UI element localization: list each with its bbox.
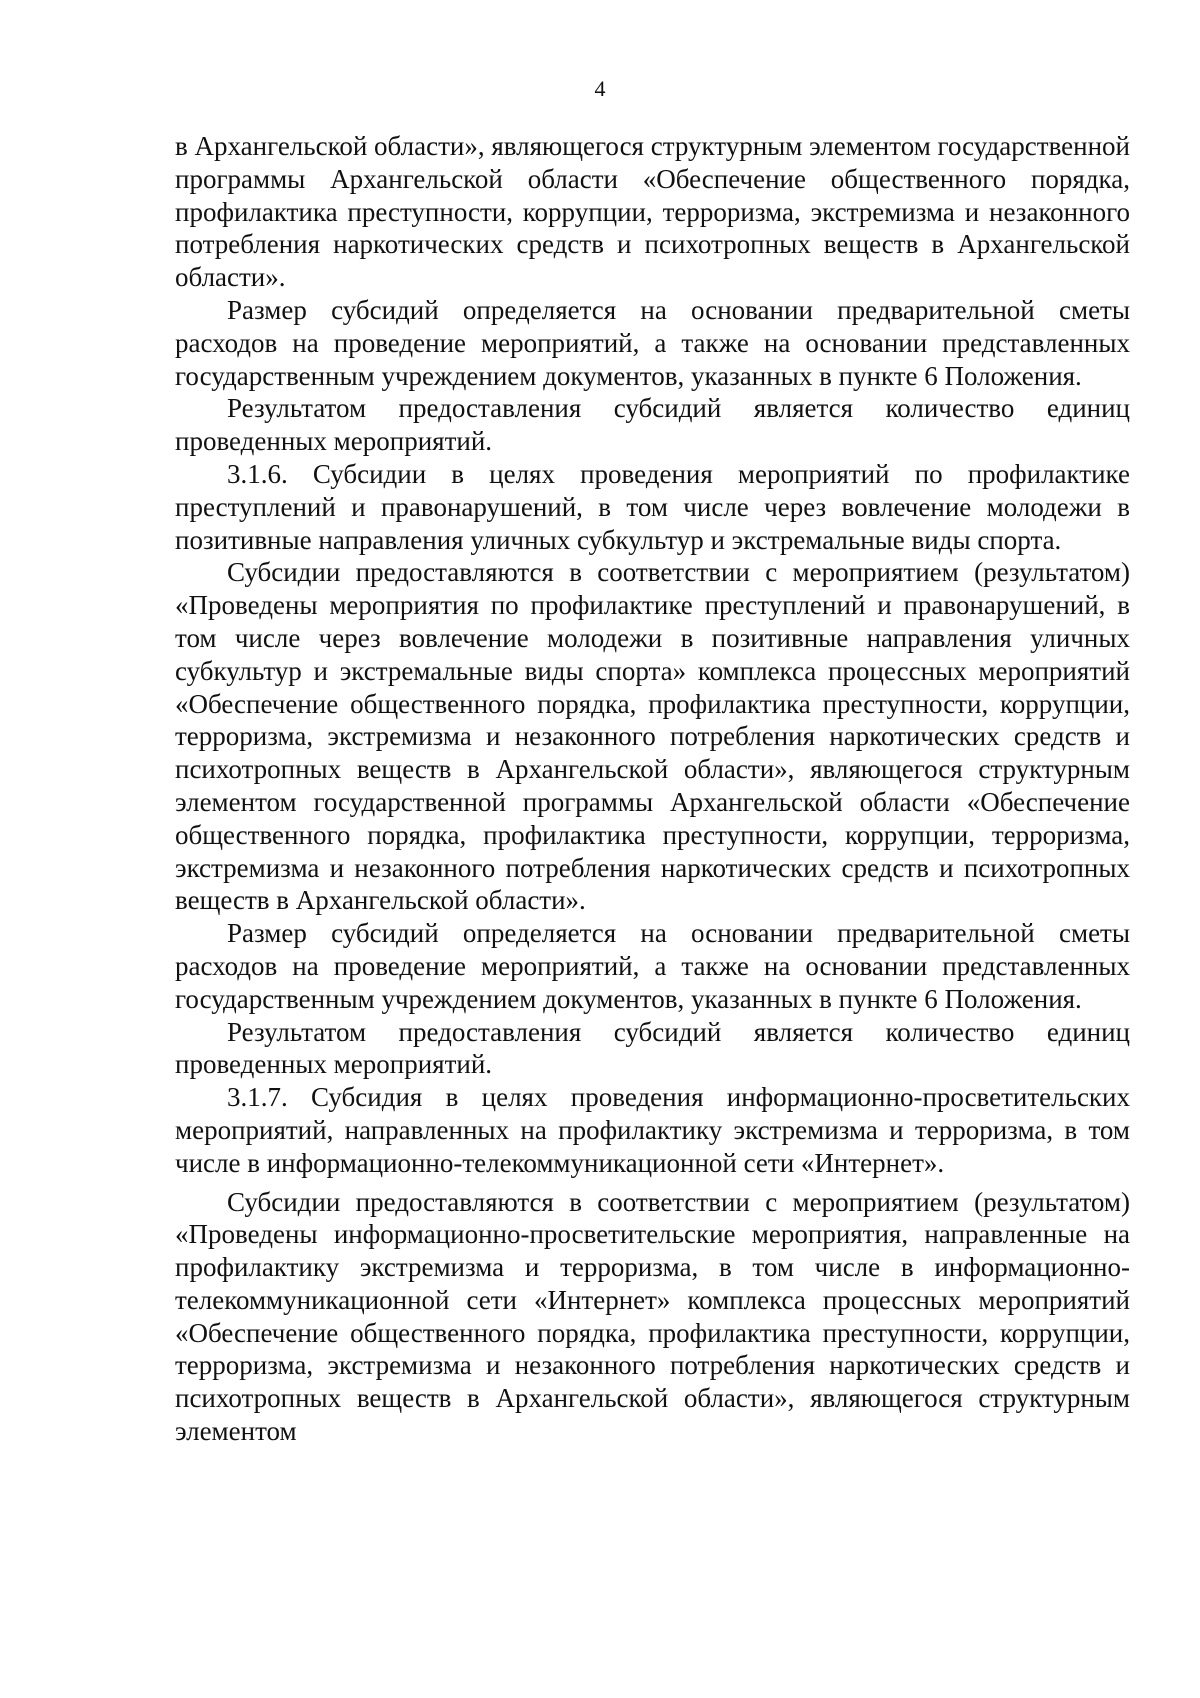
paragraph: Субсидии предоставляются в соответствии с мероприятием (результатом) «Проведены информационно-просветительские мероприятия, направленные на профилактику экстремизма и терроризма, в том числе в информационно-телекоммуникационной сети «Интернет» комплекса процессных мероприятий «Обеспечение общественного порядка, профилактика преступности, коррупции, терроризма, экстремизма и незаконного потребления наркотических средств и психотропных веществ в Архангельской области», являющегося структурным элементом — [175, 1186, 1130, 1447]
paragraph: Размер субсидий определяется на основании предварительной сметы расходов на проведение мероприятий, а также на основании представленных государственным учреждением документов, указанных в пункте 6 Положения. — [175, 918, 1130, 1014]
paragraph: Результатом предоставления субсидий является количество единиц проведенных мероприятий. — [175, 1016, 1130, 1080]
paragraph: 3.1.7. Субсидия в целях проведения информационно-просветительских мероприятий, направленных на профилактику экстремизма и терроризма, в том числе в информационно-телекоммуникационной сети «Интернет». — [175, 1082, 1130, 1178]
page-number: 4 — [594, 76, 606, 101]
paragraph: Субсидии предоставляются в соответствии с мероприятием (результатом) «Проведены мероприятия по профилактике преступлений и правонарушений, в том числе через вовлечение молодежи в позитивные направления уличных субкультур и экстремальные виды спорта» комплекса процессных мероприятий «Обеспечение общественного порядка, профилактика преступности, коррупции, терроризма, экстремизма и незаконного потребления наркотических средств и психотропных веществ в Архангельской области», являющегося структурным элементом государственной программы Архангельской области «Обеспечение общественного порядка, профилактика преступности, коррупции, терроризма, экстремизма и незаконного потребления наркотических средств и психотропных веществ в Архангельской области». — [175, 557, 1130, 916]
paragraph: в Архангельской области», являющегося структурным элементом государственной программы Архангельской области «Обеспечение общественного порядка, профилактика преступности, коррупции, терроризма, экстремизма и незаконного потребления наркотических средств и психотропных веществ в Архангельской области». — [175, 131, 1130, 293]
paragraph: Размер субсидий определяется на основании предварительной сметы расходов на проведение мероприятий, а также на основании представленных государственным учреждением документов, указанных в пункте 6 Положения. — [175, 294, 1130, 391]
document-body — [175, 130, 1130, 1448]
paragraph: Результатом предоставления субсидий является количество единиц проведенных мероприятий. — [175, 393, 1130, 457]
paragraph: 3.1.6. Субсидии в целях проведения мероприятий по профилактике преступлений и правонарушений, в том числе через вовлечение молодежи в позитивные направления уличных субкультур и экстремальные виды спорта. — [175, 458, 1130, 555]
